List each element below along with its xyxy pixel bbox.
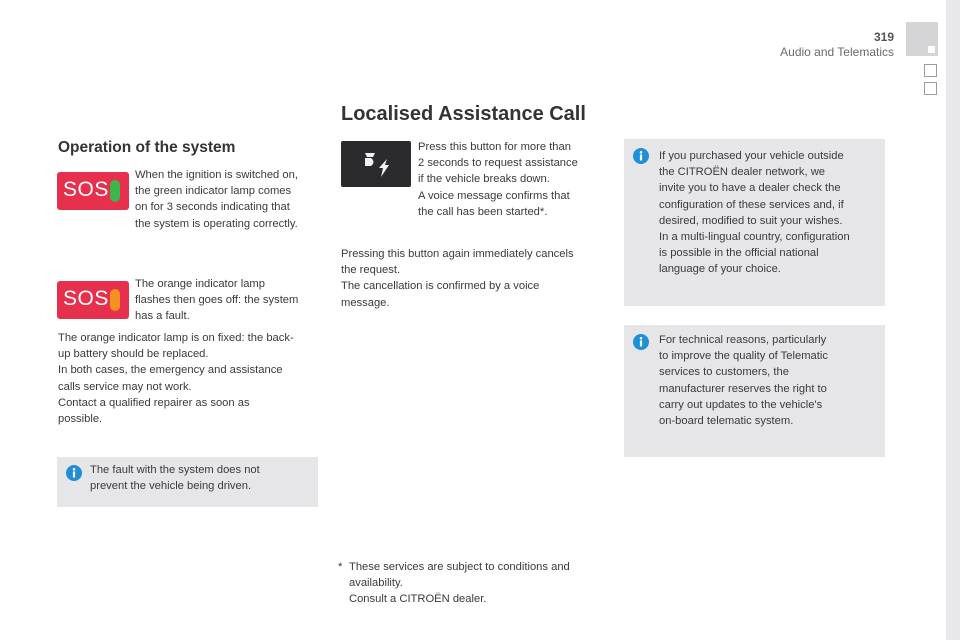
info-updates-text: For technical reasons, particularly to improve the quality of Telematic services to customers, the manufacturer reserves the right to carry out updates to the vehicle's on-board telematic system. — [659, 334, 828, 428]
info-dealer-text: If you purchased your vehicle outside the CITROËN dealer network, we invite you to have a dealer check the configuration of these services and, if desired, modified to suit your wishes. In a multi-lingual country, configuration is possible in the official national language of your choice. — [659, 150, 850, 276]
note-box — [57, 457, 318, 507]
sos-button-orange — [57, 281, 129, 319]
fixed-lamp-text: The orange indicator lamp is on fixed: the back- up battery should be replaced. In both cases, the emergency and assistance calls service may not work. Contact a qualified repairer as soon as possible. — [58, 332, 294, 426]
footnote-marker: * — [338, 561, 343, 573]
sos-button-green — [57, 172, 129, 210]
green-lamp-text: When the ignition is switched on, the green indicator lamp comes on for 3 seconds indicating that the system is operating correctly. — [135, 169, 298, 230]
press-button-text: Press this button for more than 2 seconds to request assistance if the vehicle breaks down. A voice message confirms that the call has been started*. — [418, 141, 578, 218]
footnote-line: Consult a CITROËN dealer. — [349, 593, 487, 605]
chapter-sidebar — [946, 0, 960, 640]
assistance-button — [341, 141, 411, 187]
info-icon — [66, 465, 82, 481]
chapter-tab[interactable] — [924, 64, 937, 77]
note-text: The fault with the system does not prevent the vehicle being driven. — [90, 464, 260, 493]
orange-lamp-icon — [110, 289, 120, 311]
info-icon — [633, 148, 649, 164]
chapter-tab-active[interactable] — [906, 22, 938, 56]
sos-label: SOS — [63, 287, 109, 310]
orange-lamp-text: The orange indicator lamp flashes then goes off: the system has a fault. — [135, 278, 299, 323]
chapter-title: Audio and Telematics — [780, 45, 894, 59]
info-box-dealer — [624, 139, 885, 306]
ds-logo-icon — [341, 141, 411, 187]
page-number: 319 — [873, 30, 894, 44]
cancel-text: Pressing this button again immediately cancels the request. The cancellation is confirmed by a voice message. — [341, 248, 574, 309]
info-box-updates — [624, 325, 885, 457]
footnote-line: These services are subject to conditions and — [349, 561, 570, 573]
chapter-tab[interactable] — [924, 82, 937, 95]
operation-heading: Operation of the system — [58, 139, 236, 156]
green-lamp-icon — [110, 180, 120, 202]
active-tab-marker — [928, 46, 935, 53]
sos-label: SOS — [63, 178, 109, 201]
info-icon — [633, 334, 649, 350]
assistance-heading: Localised Assistance Call — [341, 103, 586, 125]
footnote-line: availability. — [349, 577, 403, 589]
